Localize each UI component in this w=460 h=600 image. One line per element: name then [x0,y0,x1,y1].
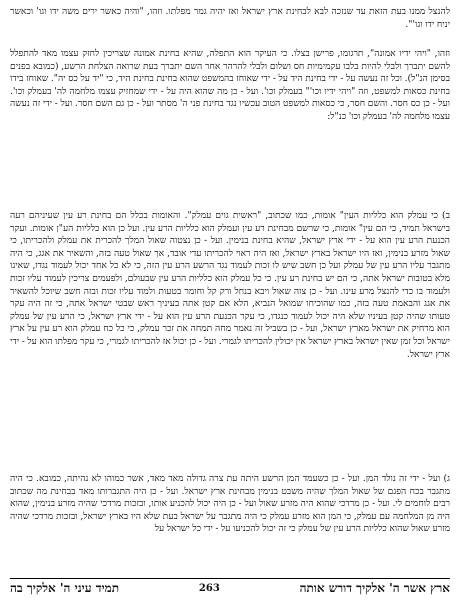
paragraph-vayehi-yadav: וזהו, "ויהי ידיו אמונה", תרגומו, פרישן בצלו. כי העיקר הוא התפלה, שהיא בחינת אמונה שצריכין לחזק עצמו מאד להתפלל להשם יתברך ולבלי להיות בלבו עקמימיות חס ושלום ולבלי להרהר אחר השם יתברך בעת שרואה הצלחת הרשע, (כמובא בפנים בסימן הנ"ל). וכל זה נעשה על - ידי בחינת היד על - ידי שאוחז בהמשפט שהוא בחינת בחינת היד, כי "יד על כס יה". שאוחז בידו בחינת כסאות למשפט, וזה "ויהי ידיו וכו'" בעמלק וכו'. ועל - כן מה שהוא היה על - ידי שמחזיק עצמו מלחמה לה' בעמלק וכו'. ועל - כן כס חסר. והשם חסר, כי כסאות למשפט הטוב עכשיו נגד בחינת פני ה' מסתר ועל - כן גם השם חסר. ועל - ידי זה נעשה עצמו מלחמה לה' בעמלק וכו' כנ"ל: [10,49,450,122]
page-footer [10,578,450,597]
running-header-left: תמיד עיני ה' אלקיך בה [10,580,120,595]
running-header-right: ארץ אשר ה' אלקיך דורש אותה [299,580,450,595]
paragraph-continuation: להנצל ממנו בעת הזאת עד שנזכה לבא לבחינת ארץ ישראל ואז יהיה גמר מפלתו. וזהו, "והיה כאשר ירים משה ידו וגו' וכאשר יניח ידו וגו'". [10,7,450,30]
paragraph-section-b: ב) כי עמלק הוא כלליות העין" אומות, כמו שכתוב, "ראשית גוים עמלק". והאומות בכלל הם בחינת רע עין שעיניהם רעה בישראל תמיד, כי הם עין" אומות, כי שרשם מבחינת רע עין ועמלק הוא כלליות הרע עין. ועל כן הוא כלליות הע"ן אומות. ועקר הכנעת הרע עין הוא על - ידי ארץ ישראל, שהיא בחינת בנימין. ועל - כן נצטוה שאול המלך להכרית את עמלק ולהכריתו, כי שאול מזרע בנימין, ואז היו ישראל בארץ ישראל, ואז היה ראוי להכריתו עדי אובד, אך שאול טעה בזה, והשאיר את אגג, כי היה מתגבר עליו הרע עין של עמלק ועל כן חשב שיש לו זכות לעמוד נגד הרשע הרע עין הזה, כי לא כל אחד יכול לעמוד נגדו, שאינו מלא בטובות ישראל אתה, כי הם יש בחינת רע עין. כי כל עמלק הוא כלליות הרע עין שבעולם, ולפעמים צריכין לעמוד עליו זכות ולעמוד בו כדי להנצל מרע עינו. ועל - כן צוה שאול ויבא בנחל ורק קל וחומר בטעות ולמוד עליו זכות ובזה חשב שיוכל להשאיר את אגג והבאמת טעה בזה, כמו שהוכיחו שמואל הנביא, הלא אם קטן אתה בעיניך ראש שבטי ישראל אתה, כי זה היה עקר טעותו שהיה קטן בעיניו שלא היה יכול לעמוד כנגדו, כי עקר הכנעת הרע עין הוא על - ידי ארץ ישראל, כי הרע עין של עמלק הוא מרחיק את ישראל מארץ ישראל, ועל - כן בשביל זה נאמר מחה תמחה את זכר עמלק, כי כל כח עמלק הוא רע עין על ארץ ישראל וכל זמן שאין ישראל בארץ ישראל אין יכולין להכריתו לגמרי. ועל - כן יכול אז להכריתו לגמרי, כי עקר מפלתו הוא על - ידי ארץ ישראל. [10,211,450,360]
page-number: 263 [198,582,220,594]
paragraph-section-c: ג) ועל - ידי זה נולד המן. ועל - כן כשעמד המן הרשע היתה עת צרה גדולה מאד מאד, אשר כמוהו לא נהיתה, כמובא. כי היה מתגבר בכח הפגם של שאול המלך שהיה משבט בנימין מבחינת ארץ ישראל. ועל - כן היה התגברותו מאד בבחינת מה שכתוב רבים לוחמים לי. ועל - כן מרדכי שהוא היה מזרע שאול ועל - כן היה יכול להכניע אותו, ובזכות מרדכי שהיה מזרע בנימין, שהוא היה מן המלחמה עם עמלק, כי המן הוא מזרע עמלק כי היה מתגבר על ישראל בעת שלא היו בארץ ישראל, ובזכות מרדכי שהיה מזרע שאול שהוא כלליות הרע עין של עמלק כי זה יכול להכניעו על - ידי כל ישראל על [10,474,450,535]
